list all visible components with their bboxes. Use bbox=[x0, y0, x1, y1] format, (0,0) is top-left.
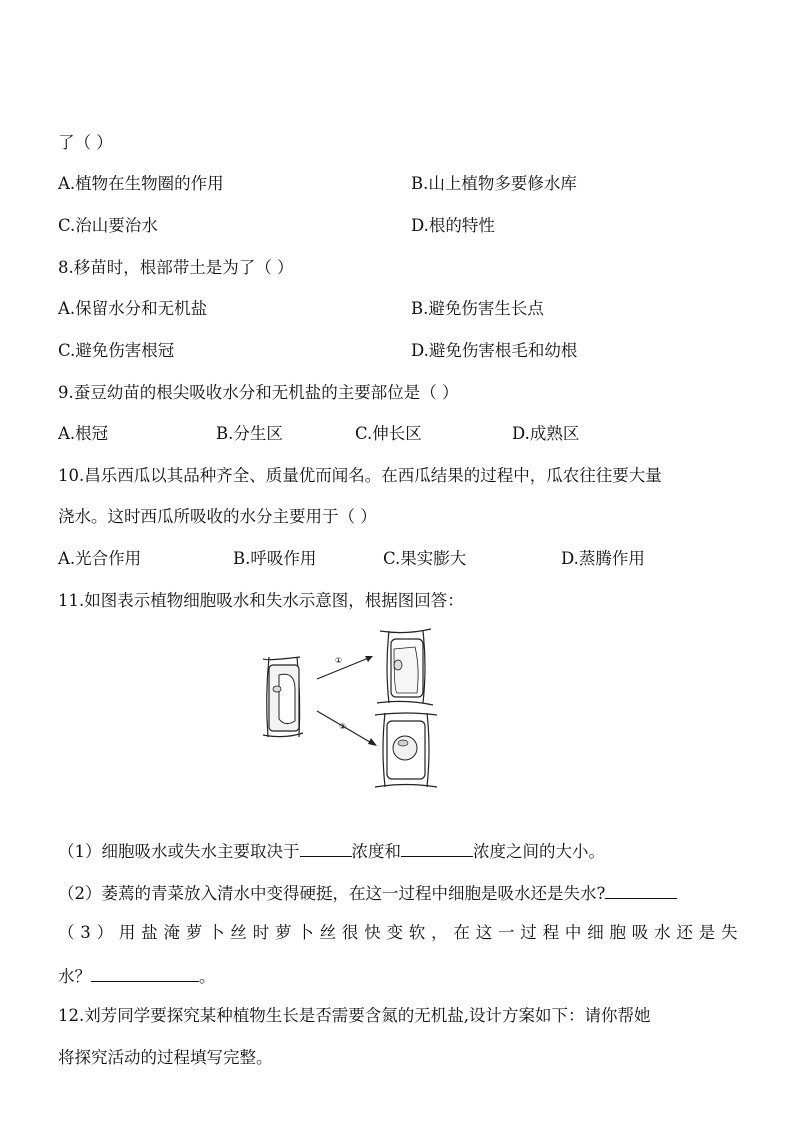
answer-blank-1[interactable] bbox=[300, 838, 352, 857]
answer-blank-2[interactable] bbox=[401, 838, 473, 857]
q10-stem-line2: 浇水。这时西瓜所吸收的水分主要用于（ ） bbox=[58, 507, 377, 526]
q9-option-a: A.根冠 bbox=[58, 424, 109, 443]
q8-option-d: D.避免伤害根毛和幼根 bbox=[411, 341, 578, 360]
losing-cell bbox=[375, 713, 437, 787]
q11-sub2 bbox=[58, 880, 677, 906]
arrow-label-1: ① bbox=[335, 656, 343, 665]
q7-option-c: C.治山要治水 bbox=[58, 216, 158, 235]
q10-option-c: C.果实膨大 bbox=[383, 549, 467, 568]
q8-option-a: A.保留水分和无机盐 bbox=[58, 299, 208, 318]
q11-stem: 11.如图表示植物细胞吸水和失水示意图，根据图回答： bbox=[58, 591, 464, 610]
q7-option-d: D.根的特性 bbox=[411, 216, 495, 235]
original-cell bbox=[263, 657, 303, 737]
q10-option-a: A.光合作用 bbox=[58, 549, 142, 568]
answer-blank-3[interactable] bbox=[605, 880, 677, 899]
q11-sub3-text-b: 。 bbox=[199, 967, 216, 986]
q11-sub3-line2 bbox=[58, 963, 216, 989]
q10-option-b: B.呼吸作用 bbox=[233, 549, 317, 568]
q11-sub1-text-a: （1）细胞吸水或失水主要取决于 bbox=[58, 842, 300, 861]
q9-option-c: C.伸长区 bbox=[355, 424, 422, 443]
q10-option-d: D.蒸腾作用 bbox=[561, 549, 645, 568]
q11-sub1 bbox=[58, 838, 605, 864]
q7-stem-end: 了（ ） bbox=[58, 133, 113, 152]
q9-stem: 9.蚕豆幼苗的根尖吸收水分和无机盐的主要部位是（ ） bbox=[58, 383, 459, 402]
absorbing-cell bbox=[377, 629, 433, 705]
arrow-label-2: ② bbox=[339, 722, 347, 731]
q12-stem-line2: 将探究活动的过程填写完整。 bbox=[58, 1048, 273, 1067]
q7-option-b: B.山上植物多要修水库 bbox=[411, 174, 577, 193]
q7-option-a: A.植物在生物圈的作用 bbox=[58, 174, 224, 193]
q11-sub1-text-b: 浓度和 bbox=[351, 842, 401, 861]
q11-sub1-text-c: 浓度之间的大小。 bbox=[473, 842, 605, 861]
cell-diagram bbox=[255, 627, 455, 792]
q9-option-b: B.分生区 bbox=[216, 424, 283, 443]
answer-blank-4[interactable] bbox=[91, 963, 199, 982]
q11-sub2-text: （2）萎蔫的青菜放入清水中变得硬挺，在这一过程中细胞是吸水还是失水? bbox=[58, 884, 606, 903]
q8-option-b: B.避免伤害生长点 bbox=[411, 299, 544, 318]
q12-stem-line1: 12.刘芳同学要探究某种植物生长是否需要含氮的无机盐,设计方案如下：请你帮她 bbox=[58, 1006, 651, 1025]
q10-stem-line1: 10.昌乐西瓜以其品种齐全、质量优而闻名。在西瓜结果的过程中，瓜农往往要大量 bbox=[58, 466, 662, 485]
q9-option-d: D.成熟区 bbox=[512, 424, 580, 443]
q11-sub3-text-a: 水？ bbox=[58, 967, 91, 986]
q8-option-c: C.避免伤害根冠 bbox=[58, 341, 175, 360]
q8-stem: 8.移苗时，根部带土是为了（ ） bbox=[58, 258, 294, 277]
q11-sub3-line1: （3）用盐淹萝卜丝时萝卜丝很快变软，在这一过程中细胞吸水还是失 bbox=[58, 923, 738, 942]
